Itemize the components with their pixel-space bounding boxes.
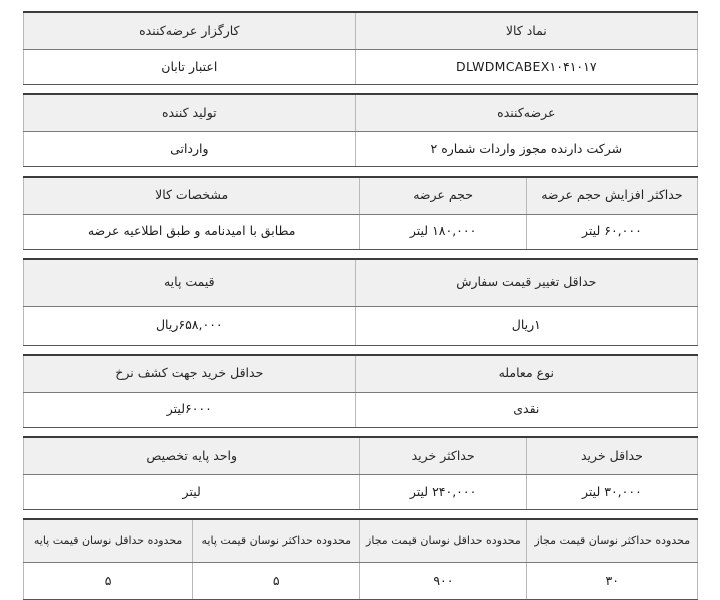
- table-header-row: [24, 259, 698, 307]
- column-header-base-price: قیمت پایه: [24, 259, 356, 307]
- table-header-row: [24, 12, 698, 50]
- cell-min-allowed-price-fluctuation-value: ۹۰۰: [360, 563, 527, 600]
- table-header-row: [24, 355, 698, 393]
- spacer: [23, 346, 698, 354]
- column-header-producer: تولید کننده: [24, 94, 356, 132]
- table-row: [24, 392, 698, 427]
- cell-max-purchase-value: ۲۴۰,۰۰۰ لیتر: [360, 474, 526, 509]
- table-goods-volume: [23, 176, 698, 250]
- cell-max-allowed-price-fluctuation-value: ۳۰: [527, 563, 698, 600]
- cell-min-purchase-value: ۳۰,۰۰۰ لیتر: [526, 474, 697, 509]
- table-price-fluctuation-ranges: [23, 518, 698, 600]
- table-row: [24, 132, 698, 167]
- cell-max-volume-increase-value: ۶۰,۰۰۰ لیتر: [526, 214, 697, 249]
- column-header-max-base-price-fluctuation-range: محدوده حداکثر نوسان قیمت پایه: [193, 519, 360, 563]
- cell-deal-type-value: نقدی: [355, 392, 697, 427]
- cell-base-price-value: ۶۵۸,۰۰۰ریال: [24, 306, 356, 345]
- table-header-row: [24, 437, 698, 475]
- spacer: [23, 250, 698, 258]
- column-header-min-allowed-price-fluctuation-range: محدوده حداقل نوسان قیمت مجاز: [360, 519, 527, 563]
- table-row: [24, 50, 698, 85]
- column-header-min-base-price-fluctuation-range: محدوده حداقل نوسان قیمت پایه: [24, 519, 193, 563]
- cell-goods-symbol-value: DLWDMCABEX۱۰۴۱۰۱۷: [355, 50, 697, 85]
- cell-supplier-value: شرکت دارنده مجوز واردات شماره ۲: [355, 132, 697, 167]
- cell-min-purchase-price-discovery-value: ۶۰۰۰لیتر: [24, 392, 356, 427]
- table-header-row: [24, 519, 698, 563]
- column-header-offer-volume: حجم عرضه: [360, 177, 526, 215]
- column-header-offering-broker: کارگزار عرضه‌کننده: [24, 12, 356, 50]
- column-header-allocation-base-unit: واحد پایه تخصیص: [24, 437, 360, 475]
- cell-offering-broker-value: اعتبار تابان: [24, 50, 356, 85]
- cell-min-order-price-change-value: ۱ریال: [355, 306, 697, 345]
- table-row: [24, 563, 698, 600]
- table-broker-symbol: [23, 11, 698, 85]
- column-header-goods-specification: مشخصات کالا: [24, 177, 360, 215]
- table-producer-supplier: [23, 93, 698, 167]
- spacer: [23, 167, 698, 175]
- spacer: [23, 428, 698, 436]
- spacer: [23, 85, 698, 93]
- cell-producer-value: وارداتی: [24, 132, 356, 167]
- table-header-row: [24, 177, 698, 215]
- table-row: [24, 306, 698, 345]
- column-header-min-order-price-change: حداقل تغییر قیمت سفارش: [355, 259, 697, 307]
- cell-goods-specification-value: مطابق با امیدنامه و طبق اطلاعیه عرضه: [24, 214, 360, 249]
- column-header-min-purchase: حداقل خرید: [526, 437, 697, 475]
- table-allocation-unit: [23, 436, 698, 510]
- table-row: [24, 214, 698, 249]
- column-header-supplier: عرضه‌کننده: [355, 94, 697, 132]
- cell-max-base-price-fluctuation-value: ۵: [193, 563, 360, 600]
- column-header-max-purchase: حداکثر خرید: [360, 437, 526, 475]
- column-header-min-purchase-price-discovery: حداقل خرید جهت کشف نرخ: [24, 355, 356, 393]
- table-row: [24, 474, 698, 509]
- cell-offer-volume-value: ۱۸۰,۰۰۰ لیتر: [360, 214, 526, 249]
- spacer: [23, 510, 698, 518]
- table-price: [23, 258, 698, 346]
- table-min-buy-deal-type: [23, 354, 698, 428]
- column-header-goods-symbol: نماد کالا: [355, 12, 697, 50]
- cell-allocation-base-unit-value: لیتر: [24, 474, 360, 509]
- column-header-max-allowed-price-fluctuation-range: محدوده حداکثر نوسان قیمت مجاز: [527, 519, 698, 563]
- column-header-max-volume-increase: حداکثر افزایش حجم عرضه: [526, 177, 697, 215]
- table-header-row: [24, 94, 698, 132]
- cell-min-base-price-fluctuation-value: ۵: [24, 563, 193, 600]
- column-header-deal-type: نوع معامله: [355, 355, 697, 393]
